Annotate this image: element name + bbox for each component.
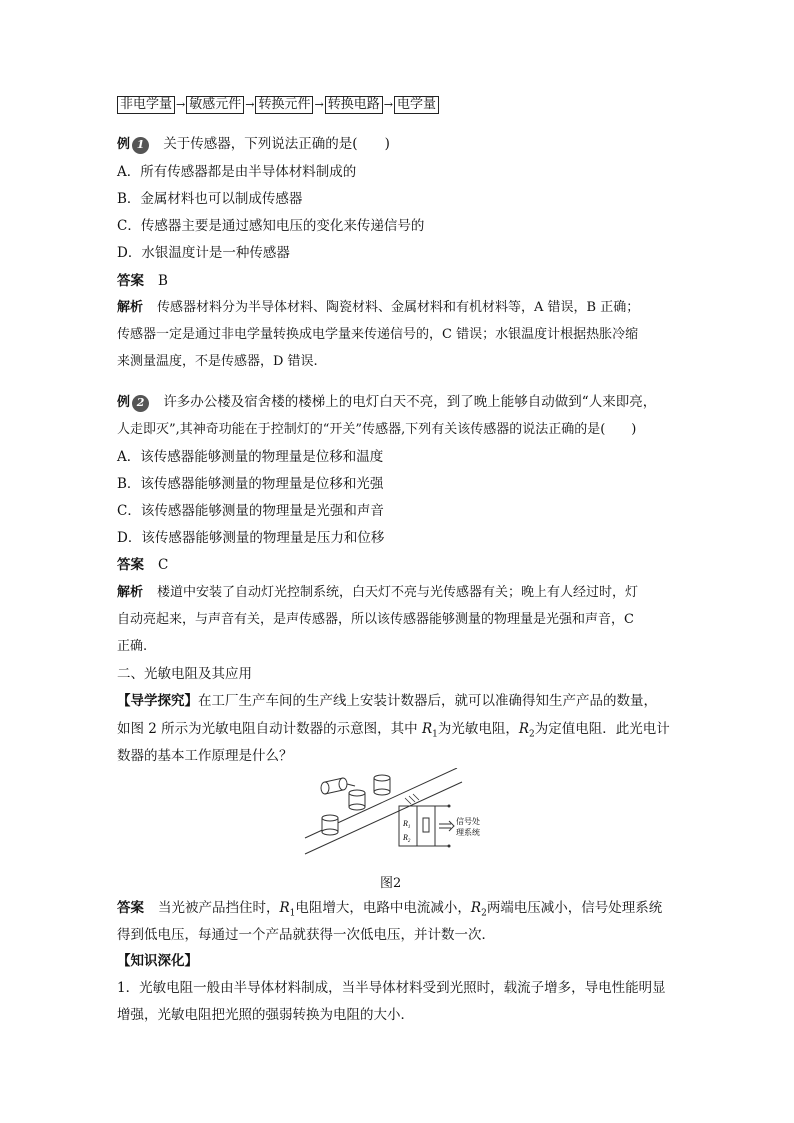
- guide-line-3: 数器的基本工作原理是什么？: [117, 748, 293, 764]
- knowledge-label: 【知识深化】: [117, 953, 198, 969]
- example-badge: 例 2: [117, 394, 149, 412]
- example1-answer: 答案 B: [117, 273, 168, 289]
- guide-line-1: 【导学探究】在工厂生产车间的生产线上安装计数器后，就可以准确得知生产产品的数量，: [117, 693, 657, 709]
- example1-question: 例 1 关于传感器，下列说法正确的是( ): [117, 136, 390, 152]
- example1-analysis-1: 解析 传感器材料分为半导体材料、陶瓷材料、金属材料和有机材料等，A 错误，B 正确；: [117, 300, 640, 315]
- example1-option-b: B．金属材料也可以制成传感器: [117, 191, 303, 207]
- knowledge-line-1: 1．光敏电阻一般由半导体材料制成，当半导体材料受到光照时，载流子增多，导电性能明显: [117, 980, 666, 996]
- product-cylinder: [322, 815, 338, 835]
- flow-item: 敏感元件: [186, 96, 244, 114]
- arrow-icon: →: [245, 98, 255, 111]
- example2-option-b: B．该传感器能够测量的物理量是位移和光强: [117, 476, 384, 492]
- signal-label-1: 信号处: [456, 817, 480, 826]
- flow-chain: [117, 96, 439, 114]
- example2-option-d: D．该传感器能够测量的物理量是压力和位移: [117, 530, 385, 546]
- example2-answer: 答案 C: [117, 557, 169, 573]
- section2-answer-2: 得到低电压，每通过一个产品就获得一次低电压，并计数一次．: [117, 927, 495, 943]
- arrow-icon: →: [314, 98, 324, 111]
- section2-answer-1: 答案 当光被产品挡住时，$R_1$电阻增大，电路中电流减小，$R_2$两端电压减小，信号处理系统: [117, 900, 663, 919]
- flow-item: 转换电路: [325, 96, 383, 114]
- example-badge: 例 1: [117, 136, 149, 154]
- flow-item: 非电学量: [117, 96, 175, 114]
- number-circle-icon: 1: [132, 137, 149, 154]
- figure-caption: 图2: [380, 876, 402, 891]
- example1-analysis-3: 来测量温度，不是传感器，D 错误.: [117, 354, 318, 369]
- label-r2: $R_2$: [403, 833, 411, 844]
- example2-analysis-2: 自动亮起来，与声音有关，是声传感器，所以该传感器能够测量的物理量是光强和声音，C: [117, 612, 634, 627]
- example2-question-1: 例 2 许多办公楼及宿舍楼的楼梯上的电灯白天不亮，到了晚上能够自动做到“人来即亮，: [117, 394, 657, 410]
- arrow-icon: →: [383, 98, 393, 111]
- example2-question-2: 人走即灭”,其神奇功能在于控制灯的“开关”传感器,下列有关该传感器的说法正确的是( ): [117, 422, 637, 437]
- guide-line-2: 如图 2 所示为光敏电阻自动计数器的示意图，其中 $R_1$为光敏电阻，$R_2$为定值电阻．此光电计: [117, 721, 670, 740]
- resistor-r2: [423, 818, 429, 832]
- example1-analysis-2: 传感器一定是通过非电学量转换成电学量来传递信号的，C 错误；水银温度计根据热胀冷缩: [117, 327, 639, 342]
- flow-item: 转换元件: [255, 96, 313, 114]
- example1-option-a: A．所有传感器都是由半导体材料制成的: [117, 164, 357, 180]
- example2-option-a: A．该传感器能够测量的物理量是位移和温度: [117, 449, 384, 465]
- product-cylinder: [349, 790, 365, 810]
- knowledge-line-2: 增强，光敏电阻把光照的强弱转换为电阻的大小．: [117, 1007, 414, 1023]
- product-cylinder: [374, 775, 390, 795]
- arrow-icon: →: [176, 98, 186, 111]
- example2-analysis-1: 解析 楼道中安装了自动灯光控制系统，白天灯不亮与光传感器有关；晚上有人经过时，灯: [117, 585, 639, 600]
- counter-diagram: [297, 768, 497, 858]
- example1-option-c: C．传感器主要是通过感知电压的变化来传递信号的: [117, 218, 425, 234]
- flow-item: 电学量: [394, 96, 439, 114]
- arrow-icon: [449, 821, 454, 831]
- label-r1: $R_1$: [403, 819, 411, 830]
- example1-option-d: D．水银温度计是一种传感器: [117, 245, 290, 261]
- example2-analysis-3: 正确.: [117, 639, 148, 654]
- example2-option-c: C．该传感器能够测量的物理量是光强和声音: [117, 503, 384, 519]
- signal-label-2: 理系统: [456, 828, 480, 837]
- number-circle-icon: 2: [132, 395, 149, 412]
- section-title: 二、光敏电阻及其应用: [117, 666, 252, 682]
